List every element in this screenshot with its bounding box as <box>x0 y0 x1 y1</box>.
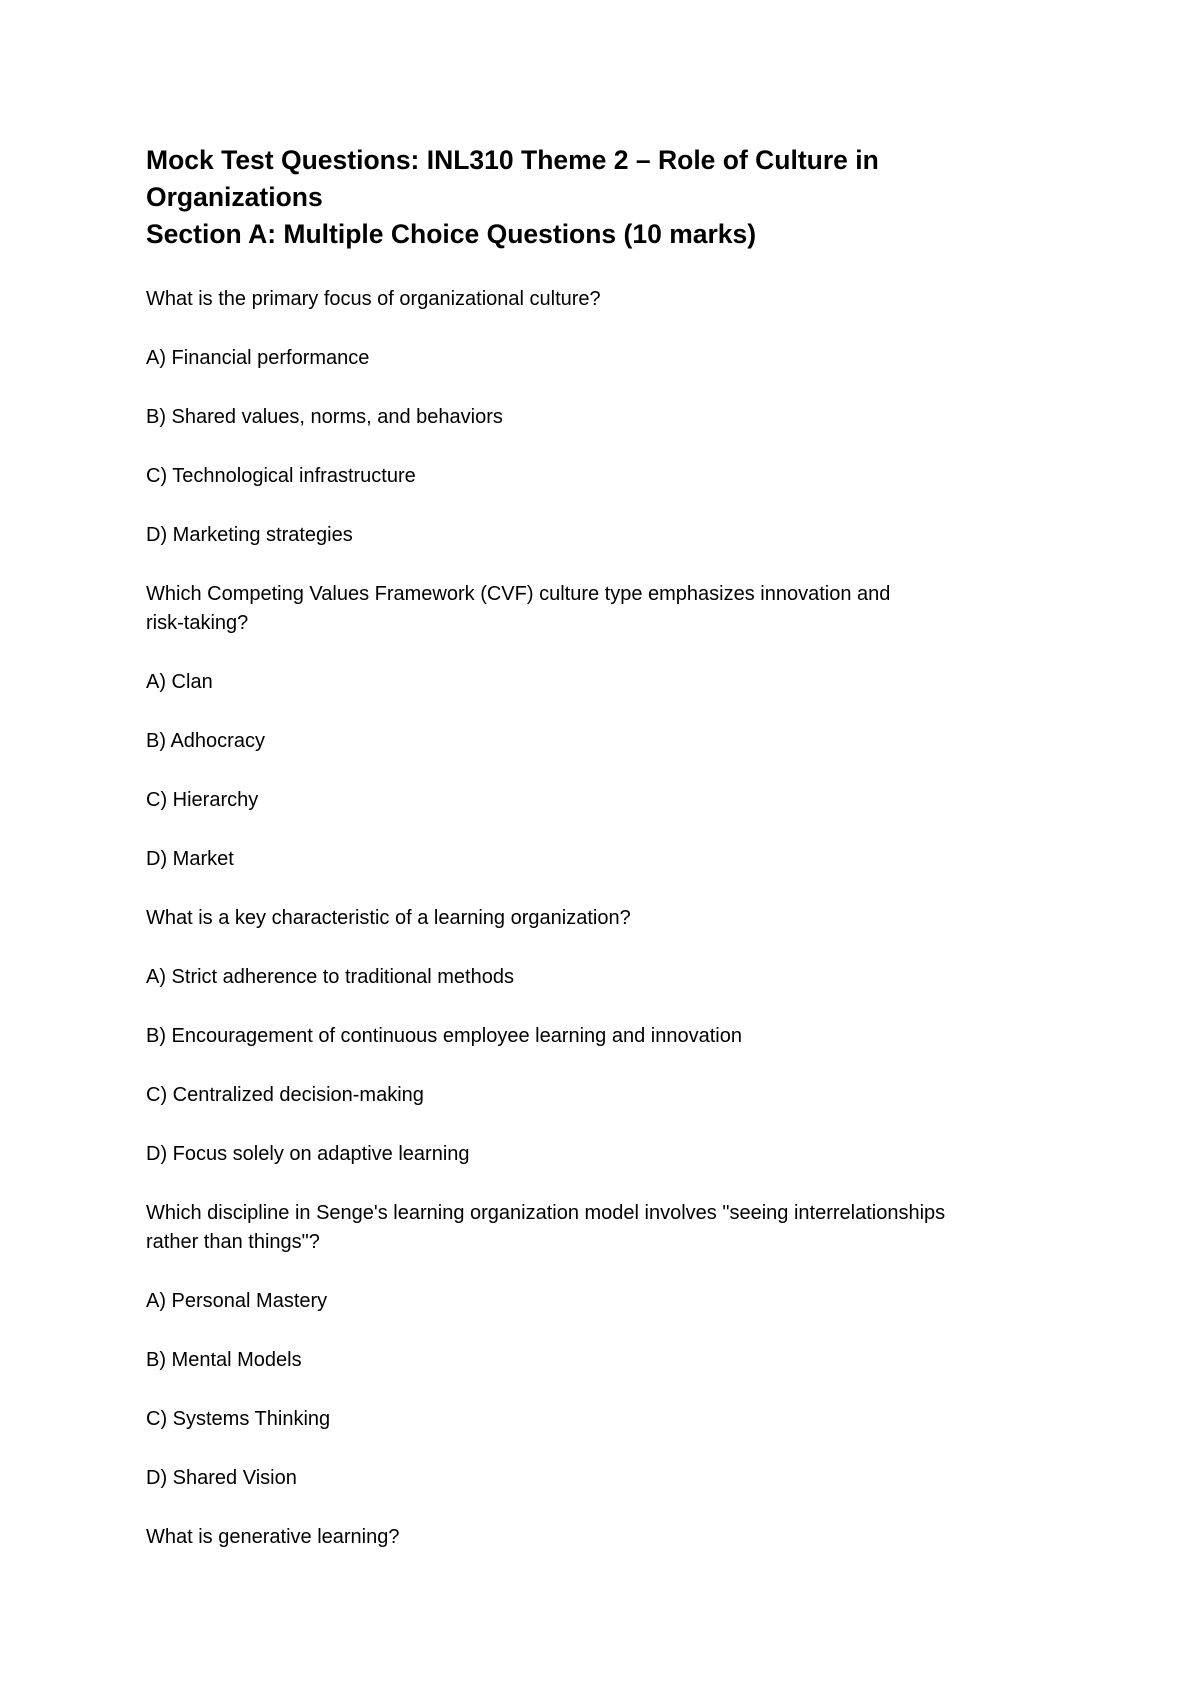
option-a: A) Personal Mastery <box>146 1290 328 1312</box>
question-1 <box>146 285 1066 550</box>
option-b: B) Mental Models <box>146 1349 302 1371</box>
question-3 <box>146 904 1066 1169</box>
option-b: B) Shared values, norms, and behaviors <box>146 406 503 428</box>
option-c: C) Systems Thinking <box>146 1408 331 1430</box>
option-c: C) Technological infrastructure <box>146 465 416 487</box>
option-d: D) Focus solely on adaptive learning <box>146 1143 470 1165</box>
question-text: What is a key characteristic of a learning organization? <box>146 907 631 929</box>
option-d: D) Shared Vision <box>146 1467 297 1489</box>
page-title-line-1: Mock Test Questions: INL310 Theme 2 – Role of Culture in <box>146 145 879 175</box>
document-header <box>146 142 1066 253</box>
option-a: A) Financial performance <box>146 347 370 369</box>
option-b: B) Encouragement of continuous employee learning and innovation <box>146 1025 742 1047</box>
question-text: What is the primary focus of organizational culture? <box>146 288 601 310</box>
section-heading: Section A: Multiple Choice Questions (10 marks) <box>146 219 757 249</box>
option-a: A) Strict adherence to traditional methods <box>146 966 514 988</box>
question-4 <box>146 1199 1066 1493</box>
page-title-line-2: Organizations <box>146 182 323 212</box>
option-a: A) Clan <box>146 671 213 693</box>
question-text-line-1: Which discipline in Senge's learning organization model involves "seeing interrelationships <box>146 1202 946 1224</box>
question-text: What is generative learning? <box>146 1526 400 1548</box>
question-text-line-1: Which Competing Values Framework (CVF) culture type emphasizes innovation and <box>146 583 891 605</box>
option-d: D) Marketing strategies <box>146 524 353 546</box>
document-page <box>146 142 1066 1582</box>
question-text-line-2: risk-taking? <box>146 612 249 634</box>
option-d: D) Market <box>146 848 234 870</box>
question-text <box>146 1199 1066 1257</box>
questions-list <box>146 285 1066 1552</box>
option-c: C) Hierarchy <box>146 789 259 811</box>
option-b: B) Adhocracy <box>146 730 265 752</box>
question-text <box>146 580 1066 638</box>
option-c: C) Centralized decision-making <box>146 1084 424 1106</box>
question-text-line-2: rather than things"? <box>146 1231 320 1253</box>
question-5 <box>146 1523 1066 1552</box>
question-2 <box>146 580 1066 874</box>
